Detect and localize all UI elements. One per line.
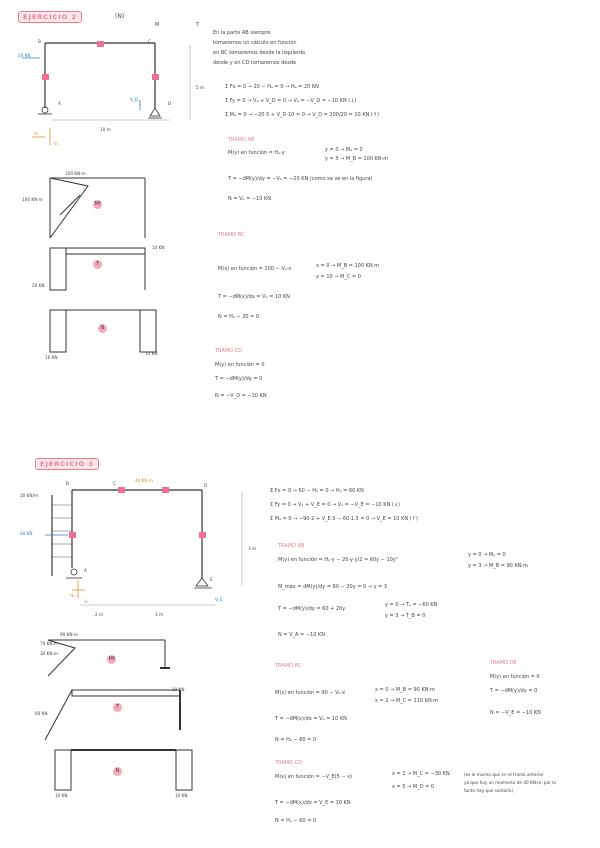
ex2-mf-badge: Mf — [108, 656, 115, 662]
ex2-diag-md: 30 KN·m — [40, 651, 58, 656]
ex1-diag-mb: 100 KN·m — [65, 171, 86, 176]
ex2-ab-7: y = 3 → T_B = 0 — [385, 613, 426, 619]
legend-shear: T — [196, 22, 200, 28]
ex2-bc-1: M(x) en función = 90 − Vₐ·x — [275, 690, 346, 696]
ex2-ab-4: M_máx = dM(y)/dy = 60 − 20y = 0 → y = 3 — [278, 584, 388, 590]
ex2-node-e: E — [210, 577, 213, 582]
ex2-de-1: M(y) en función = 0 — [490, 674, 540, 680]
ex2-diag-mb: 90 KN·m — [60, 632, 78, 637]
ex1-node-a: A — [58, 101, 61, 106]
ex1-node-c: C — [148, 39, 151, 44]
ex1-t-badge: T — [93, 260, 102, 269]
note-line-4: desde y en CD tomaremos desde — [213, 60, 297, 66]
ex2-ha: Hₐ — [70, 593, 75, 598]
ex2-tramo-bc-title: TRAMO BC — [275, 663, 302, 669]
ex2-cd-5: N = Hₐ − 60 = 0 — [275, 818, 317, 824]
ex1-height: 5 m — [196, 85, 205, 90]
ex2-ab-6: y = 0 → Tₐ = −60 KN — [385, 602, 438, 608]
ex2-dim-right: 3 m — [155, 612, 164, 617]
ex2-diag-n-right: 10 KN — [175, 793, 188, 798]
ex1-tramo-cd-title: TRAMO CD — [215, 348, 242, 354]
ex1-ab-5: N = Vₐ = −10 KN — [228, 196, 272, 202]
ex2-ab-5: T = −dM(y)/dy = 60 + 20y — [278, 606, 346, 612]
ex2-cd-2: x = 2 → M_C = −30 KN — [392, 771, 450, 777]
ex1-n-badge: N — [98, 324, 107, 333]
ex1-node-d: D — [168, 101, 172, 106]
ex1-bc-3: x = 10 → M_C = 0 — [316, 274, 361, 280]
ex2-eq-3: Σ Mₐ = 0 → −90·2 + V_E·3 − 60·1,5 = 0 → V_E = 10 KN (↑) — [270, 516, 418, 522]
exercise-1-title: EJERCICIO 2 — [18, 11, 82, 23]
ex2-load-dist: 20 KN/m — [20, 493, 39, 498]
ex2-t-badge: T — [113, 703, 122, 712]
ex2-dim-height: 3 m — [248, 546, 257, 551]
note-line-3: en BC tomaremos desde la izquierda — [213, 50, 306, 56]
ex2-va: Vₐ — [84, 599, 89, 604]
ex2-cd-3: x = 5 → M_D = 0 — [392, 784, 435, 790]
ex1-eq-3: Σ Mₐ = 0 → −20·5 + V_D·10 = 0 → V_D = 200/20 = 10 KN (↑) — [225, 112, 380, 118]
ex2-ab-3: y = 3 → M_B = 90 KN·m — [468, 563, 528, 569]
note-line-2: tomaremos un cálculo en función — [213, 40, 297, 46]
ex2-de-3: N = −V_E = −10 KN — [490, 710, 541, 716]
ex2-ab-8: N = V_A = −10 KN — [278, 632, 325, 638]
legend-normal: (N) — [115, 13, 125, 20]
ex1-bc-2: x = 0 → M_B = 100 KN·m — [316, 263, 380, 269]
ex1-bc-1: M(x) en función = 100 − Vₐ·x — [218, 266, 292, 272]
ex1-node-b: B — [38, 39, 41, 44]
ex2-load-point: 60 KN — [20, 531, 33, 536]
ex2-bc-5: N = Hₐ − 60 = 0 — [275, 737, 317, 743]
ex1-eq-1: Σ Fx = 0 → 20 − Hₐ = 0 → Hₐ = 20 KN — [225, 84, 319, 90]
ex2-eq-2: Σ Fy = 0 → Vₐ + V_E = 0 → Vₐ = −V_E = −10 KN (↓) — [270, 502, 401, 508]
ex2-tramo-ab-title: TRAMO AB — [278, 543, 305, 549]
ex1-ab-3: y = 5 → M_B = 100 KN·m — [325, 156, 389, 162]
ex2-tramo-de-title: TRAMO DE — [490, 660, 517, 666]
ex2-diag-n-left: 10 KN — [55, 793, 68, 798]
ex1-ab-4: T = −dM(y)/dy = −Vₐ = −20 KN (como se ve en la figura) — [228, 176, 373, 182]
ex2-cd-note-3: tanto hay que sumarlo) — [464, 788, 514, 793]
ex1-diag-ma: 100 KN·m — [22, 197, 43, 202]
ex2-bc-4: T = −dM(x)/dx = Vₐ = 10 KN — [275, 716, 347, 722]
ex1-load-label: 20 KN — [18, 53, 31, 58]
ex2-cd-4: T = −dM(x)/dx = V_E = 10 KN — [275, 800, 351, 806]
ex2-dim-left: 2 m — [95, 612, 104, 617]
ex2-node-a: A — [84, 568, 87, 573]
ex2-node-b: B — [66, 481, 69, 486]
note-line-1: En la parte AB siempre — [213, 30, 271, 36]
ex1-span: 10 m — [100, 127, 111, 132]
ex2-cd-1: M(x) en función = −V_E(5 − x) — [275, 774, 353, 780]
ex2-node-c: C — [113, 481, 116, 486]
ex2-ve: V_E — [215, 597, 223, 602]
ex2-moment: 40 KN·m — [135, 478, 153, 483]
ex1-ha: Hₐ — [34, 131, 39, 136]
ex2-cd-note-1: (es el mismo que en el tramo anterior — [464, 772, 544, 777]
ex1-tramo-ab-title: TRAMO AB — [228, 137, 255, 143]
ex1-bc-5: N = Hₐ − 20 = 0 — [218, 314, 260, 320]
ex2-n-badge: N — [113, 767, 122, 776]
ex2-node-d: D — [204, 483, 208, 488]
ex1-bc-4: T = −dM(x)/dx = Vₐ = 10 KN — [218, 294, 290, 300]
ex1-tramo-bc-title: TRAMO BC — [218, 232, 245, 238]
ex2-bc-2: x = 0 → M_B = 90 KN·m — [375, 687, 435, 693]
ex1-cd-2: T = −dM(y)/dy = 0 — [215, 376, 263, 382]
ex1-ab-1: M(y) en función = Hₐ·y — [228, 150, 285, 156]
ex2-diag-t-60: 60 KN — [35, 711, 48, 716]
ex1-diag-t-20: 20 KN — [32, 283, 45, 288]
ex2-bc-3: x = 2 → M_C = 110 KN·m — [375, 698, 439, 704]
ex1-diag-n-right: 10 KN — [145, 351, 158, 356]
ex1-diag-t-10: 10 KN — [152, 245, 165, 250]
ex1-diag-n-left: 10 KN — [45, 355, 58, 360]
ex2-eq-1: Σ Fx = 0 → 60 − Hₐ = 0 → Hₐ = 60 KN — [270, 488, 364, 494]
ex2-diag-t-10: 10 KN — [172, 687, 185, 692]
legend-moment: M — [155, 22, 160, 28]
ex1-eq-2: Σ Fy = 0 → Vₐ + V_D = 0 → Vₐ = −V_D = −10 KN (↓) — [225, 98, 357, 104]
ex2-cd-note-2: ya que hay un momento de 40 KN·m, por lo — [464, 780, 556, 785]
ex2-de-2: T = −dM(y)/dy = 0 — [490, 688, 538, 694]
ex2-tramo-cd-title: TRAMO CD — [275, 760, 302, 766]
ex2-ab-1: M(y) en función = Hₐ·y − 20·y·y/2 = 60y − 10y² — [278, 557, 398, 563]
ex2-ab-2: y = 0 → Mₐ = 0 — [468, 552, 506, 558]
ex1-vd: V_D — [130, 97, 139, 102]
ex1-cd-1: M(y) en función = 0 — [215, 362, 265, 368]
ex1-va: Vₐ — [54, 141, 59, 146]
ex2-diag-mc: 70 KN·m — [40, 641, 58, 646]
ex1-mf-badge: Mf — [94, 201, 101, 207]
exercise-2-title: EJERCICIO 3 — [35, 458, 99, 470]
ex1-cd-3: N = −V_D = −10 KN — [215, 393, 267, 399]
ex1-ab-2: y = 0 → Mₐ = 0 — [325, 147, 363, 153]
